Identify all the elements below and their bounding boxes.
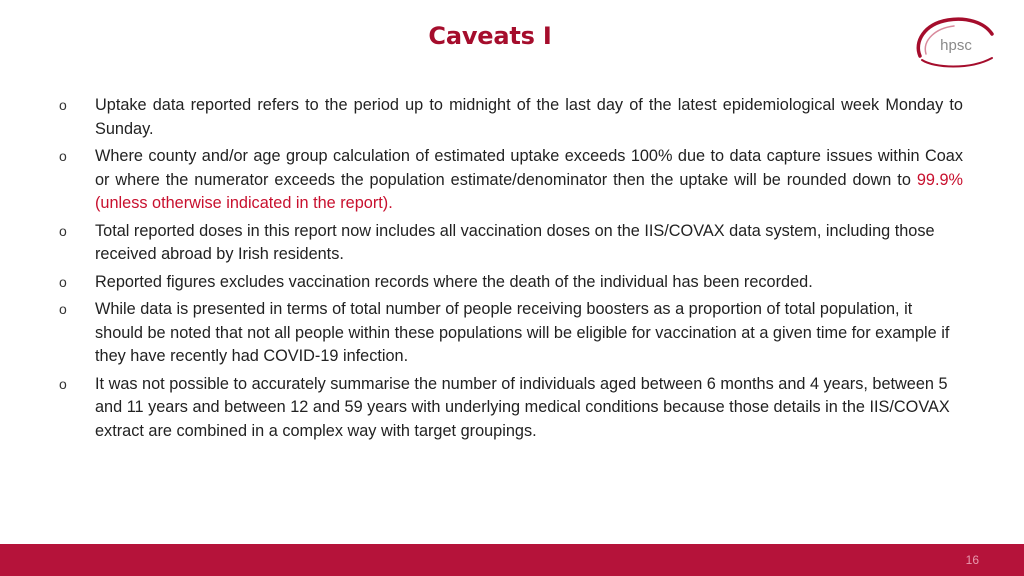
- bullet-marker: o: [59, 97, 67, 113]
- caveat-item-1: [0, 94, 963, 141]
- logo-text: hpsc: [940, 37, 972, 54]
- caveat-item-3: [0, 220, 963, 267]
- bullet-marker: o: [59, 273, 67, 290]
- hpsc-logo-icon: [914, 14, 1000, 70]
- bullet-marker: o: [59, 301, 67, 317]
- caveat-text: Total reported doses in this report now includes all vaccination doses on the IIS/COVAX data system, including those received abroad by Irish residents.: [95, 221, 935, 263]
- caveat-text: Reported figures excludes vaccination records where the death of the individual has been recorded.: [95, 272, 813, 291]
- bullet-marker: o: [59, 375, 67, 392]
- bullet-marker: o: [59, 148, 67, 164]
- footer-bar: [0, 544, 1024, 576]
- caveat-text: Where county and/or age group calculation of estimated uptake exceeds 100% due to data capture issues within Coax or where the numerator exceeds the population estimate/denominator then the uptake will be rounded down to: [95, 147, 963, 189]
- bullet-marker: o: [59, 222, 67, 239]
- caveat-item-4: [0, 271, 963, 295]
- caveat-item-6: [0, 373, 963, 444]
- page-number: 16: [965, 553, 979, 567]
- hpsc-logo: [914, 14, 1000, 70]
- slide-title: Caveats I: [428, 22, 552, 50]
- caveat-item-5: [0, 298, 963, 369]
- caveat-text: Uptake data reported refers to the period up to midnight of the last day of the latest epidemiological week Monday to Sunday.: [95, 96, 963, 138]
- caveat-list: [0, 94, 1024, 447]
- caveat-text: While data is presented in terms of total number of people receiving boosters as a proportion of total population, it should be noted that not all people within these populations will be eligible for vaccination at a given time for example if they have recently had COVID-19 infection.: [95, 300, 950, 365]
- caveat-item-2: [0, 145, 963, 216]
- caveat-text: It was not possible to accurately summarise the number of individuals aged between 6 months and 4 years, between 5 and 11 years and between 12 and 59 years with underlying medical conditions because those details in the IIS/COVAX extract are combined in a complex way with target groupings.: [95, 374, 950, 440]
- caveat-highlight: 99.9% (unless otherwise indicated in the report).: [95, 170, 963, 212]
